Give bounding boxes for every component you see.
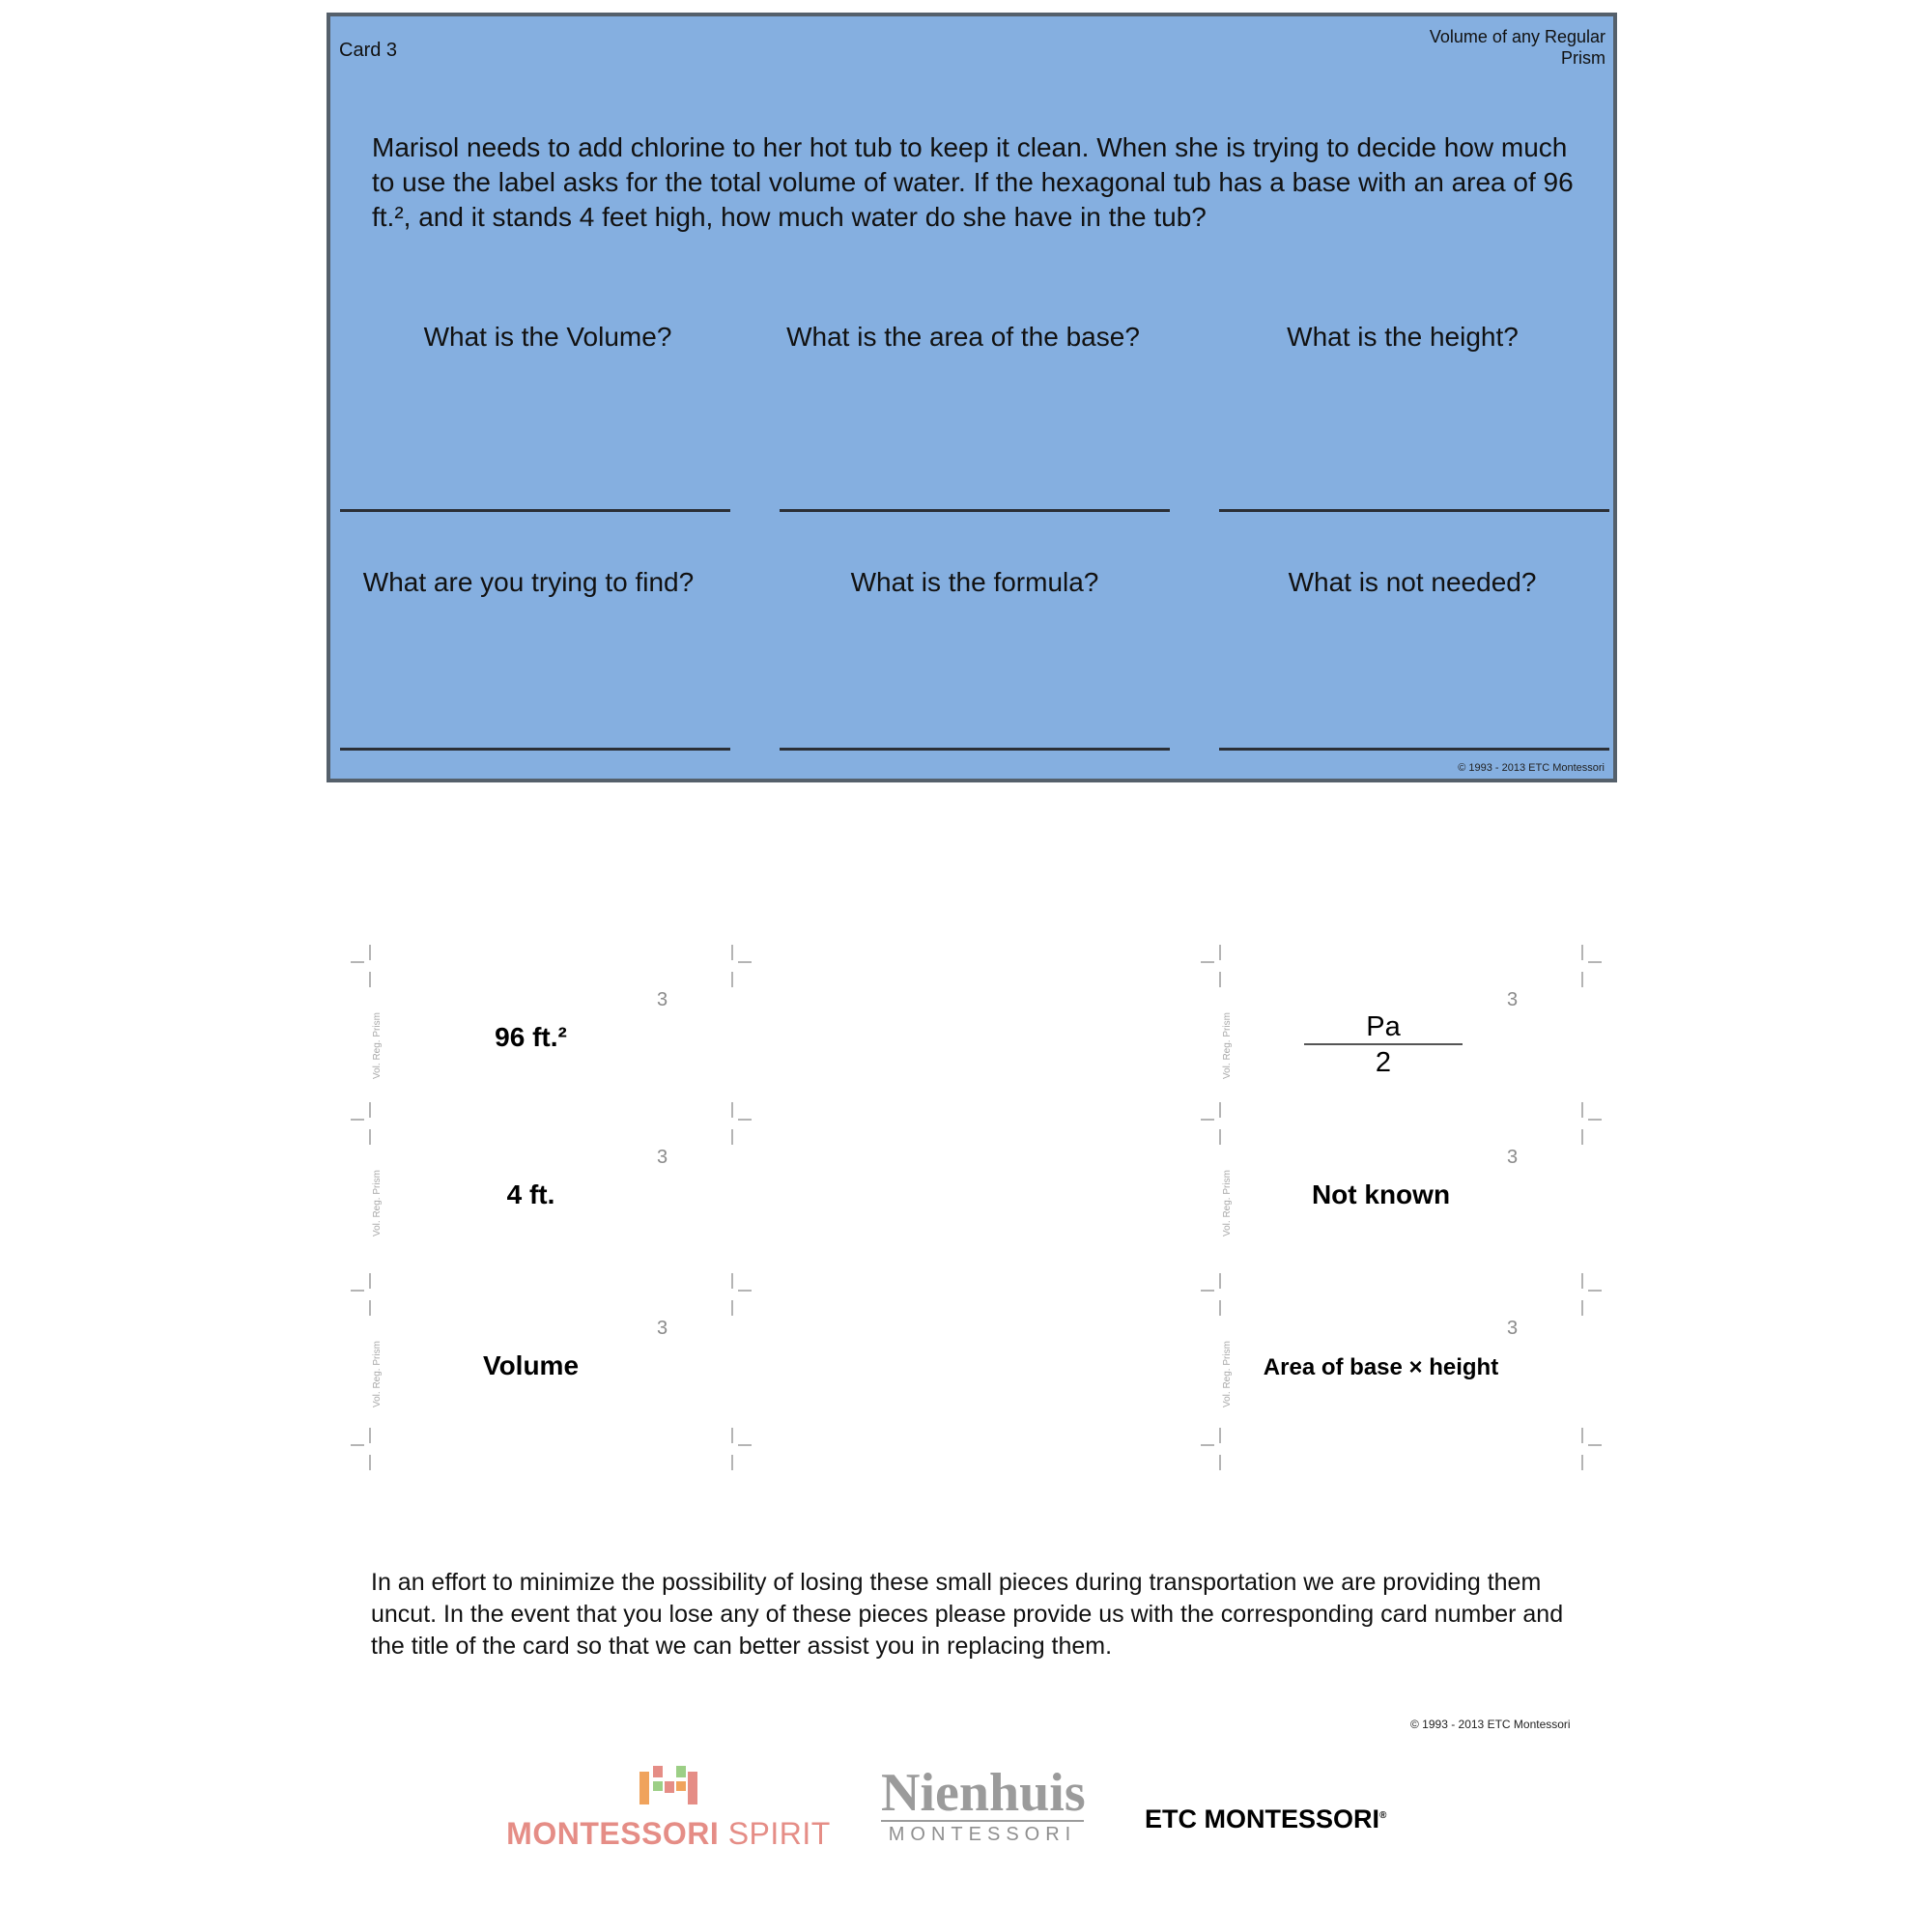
crop-mark [1581,972,1583,987]
crop-mark [731,945,733,960]
card-number: Card 3 [339,40,398,61]
montessori-spirit-bold: MONTESSORI [506,1816,720,1851]
crop-mark [351,1290,364,1292]
card-title [1374,26,1605,69]
crop-mark [1201,1119,1214,1121]
question-formula: What is the formula? [850,567,1099,597]
crop-mark [351,1444,364,1446]
answer-piece[interactable] [355,966,722,1122]
crop-mark [1588,1119,1602,1121]
card-copyright: © 1993 - 2013 ETC Montessori [1458,762,1605,774]
crop-mark [1581,1273,1583,1289]
etc-wordmark: ETC MONTESSORI [1145,1804,1380,1833]
crop-mark [1201,1444,1214,1446]
piece-side-label: Vol. Reg. Prism [372,1170,383,1237]
fraction-numerator: Pa [1366,1011,1401,1042]
crop-mark [1219,1455,1221,1470]
problem-text: Marisol needs to add chlorine to her hot tub to keep it clean. When she is trying to decide how much to use the label asks for the total volume of water. If the hexagonal tub has a base with an area of 96 ft.², and it stands 4 feet high, how much water do she have in the tub? [372,132,1574,232]
crop-mark [738,1290,752,1292]
piece-answer: Area of base × height [1263,1354,1499,1380]
task-card [327,13,1617,782]
logo-row [0,1758,1932,1864]
piece-answer: 4 ft. [506,1179,555,1209]
crop-mark [1581,945,1583,960]
piece-side-label: Vol. Reg. Prism [1222,1012,1233,1080]
crop-mark [1581,1300,1583,1316]
piece-card-number: 3 [657,1318,668,1339]
answer-piece[interactable] [1205,1123,1572,1280]
answer-line [340,748,730,751]
crop-mark [369,1300,371,1316]
crop-mark [1219,1129,1221,1145]
crop-mark [1219,1428,1221,1443]
crop-mark [369,945,371,960]
crop-mark [1219,945,1221,960]
nienhuis-logo [881,1763,1086,1846]
nienhuis-wordmark: Nienhuis [881,1763,1086,1823]
crop-mark [1219,972,1221,987]
piece-card-number: 3 [1507,989,1519,1010]
piece-answer: Volume [482,1350,580,1380]
montessori-spirit-logo [504,1766,833,1852]
crop-mark [738,1444,752,1446]
crop-mark [369,1428,371,1443]
question-find: What are you trying to find? [362,567,695,597]
montessori-spirit-light: SPIRIT [719,1816,831,1851]
crop-mark [731,1273,733,1289]
question-height: What is the height? [1287,322,1519,352]
crop-mark [1201,1290,1214,1292]
answer-line [780,509,1170,512]
fraction-denominator: 2 [1375,1047,1392,1078]
crop-mark [731,1455,733,1470]
crop-mark [351,961,364,963]
piece-card-number: 3 [1507,1147,1519,1168]
question-volume: What is the Volume? [423,322,672,352]
crop-mark [1201,961,1214,963]
piece-card-number: 3 [657,1147,668,1168]
nienhuis-subtitle: MONTESSORI [888,1824,1077,1845]
piece-side-label: Vol. Reg. Prism [1222,1341,1233,1408]
fraction [1301,1010,1465,1080]
answer-line [1219,509,1609,512]
crop-mark [1588,961,1602,963]
piece-answer: 96 ft.² [495,1022,567,1052]
question-base-area: What is the area of the base? [786,322,1140,352]
crop-mark [1581,1428,1583,1443]
crop-mark [1581,1455,1583,1470]
montessori-spirit-mark-icon [639,1766,697,1806]
crop-mark [1581,1102,1583,1118]
crop-mark [351,1119,364,1121]
crop-mark [369,972,371,987]
crop-mark [1219,1102,1221,1118]
crop-mark [731,1102,733,1118]
crop-mark [731,972,733,987]
answer-piece[interactable] [1205,966,1572,1122]
uncut-pieces-note: In an effort to minimize the possibility of losing these small pieces during transportation we are providing them uncut. In the event that you lose any of these pieces please provide us with the corresponding card number and the title of the card so that we can better assist you in replacing them. [371,1569,1564,1660]
card-title-line-1: Volume of any Regular [1429,27,1605,46]
question-not-needed: What is not needed? [1288,567,1537,597]
crop-mark [731,1129,733,1145]
crop-mark [1219,1273,1221,1289]
answer-line [780,748,1170,751]
registered-mark: ® [1379,1810,1387,1821]
montessori-spirit-wordmark [504,1816,833,1852]
answer-piece[interactable] [355,1123,722,1280]
answer-line [340,509,730,512]
piece-card-number: 3 [1507,1318,1519,1339]
crop-mark [369,1273,371,1289]
piece-side-label: Vol. Reg. Prism [372,1012,383,1080]
crop-mark [731,1300,733,1316]
piece-answer: Not known [1311,1179,1451,1209]
piece-side-label: Vol. Reg. Prism [1222,1170,1233,1237]
crop-mark [1219,1300,1221,1316]
page-copyright: © 1993 - 2013 ETC Montessori [1410,1718,1571,1731]
answer-piece[interactable] [355,1294,722,1451]
crop-mark [1581,1129,1583,1145]
crop-mark [1588,1444,1602,1446]
answer-line [1219,748,1609,751]
piece-card-number: 3 [657,989,668,1010]
piece-side-label: Vol. Reg. Prism [372,1341,383,1408]
crop-mark [1588,1290,1602,1292]
card-title-line-2: Prism [1561,48,1605,68]
crop-mark [369,1129,371,1145]
answer-piece[interactable] [1205,1294,1572,1451]
crop-mark [731,1428,733,1443]
etc-montessori-logo [1145,1804,1386,1834]
crop-mark [738,961,752,963]
crop-mark [738,1119,752,1121]
crop-mark [369,1455,371,1470]
crop-mark [369,1102,371,1118]
